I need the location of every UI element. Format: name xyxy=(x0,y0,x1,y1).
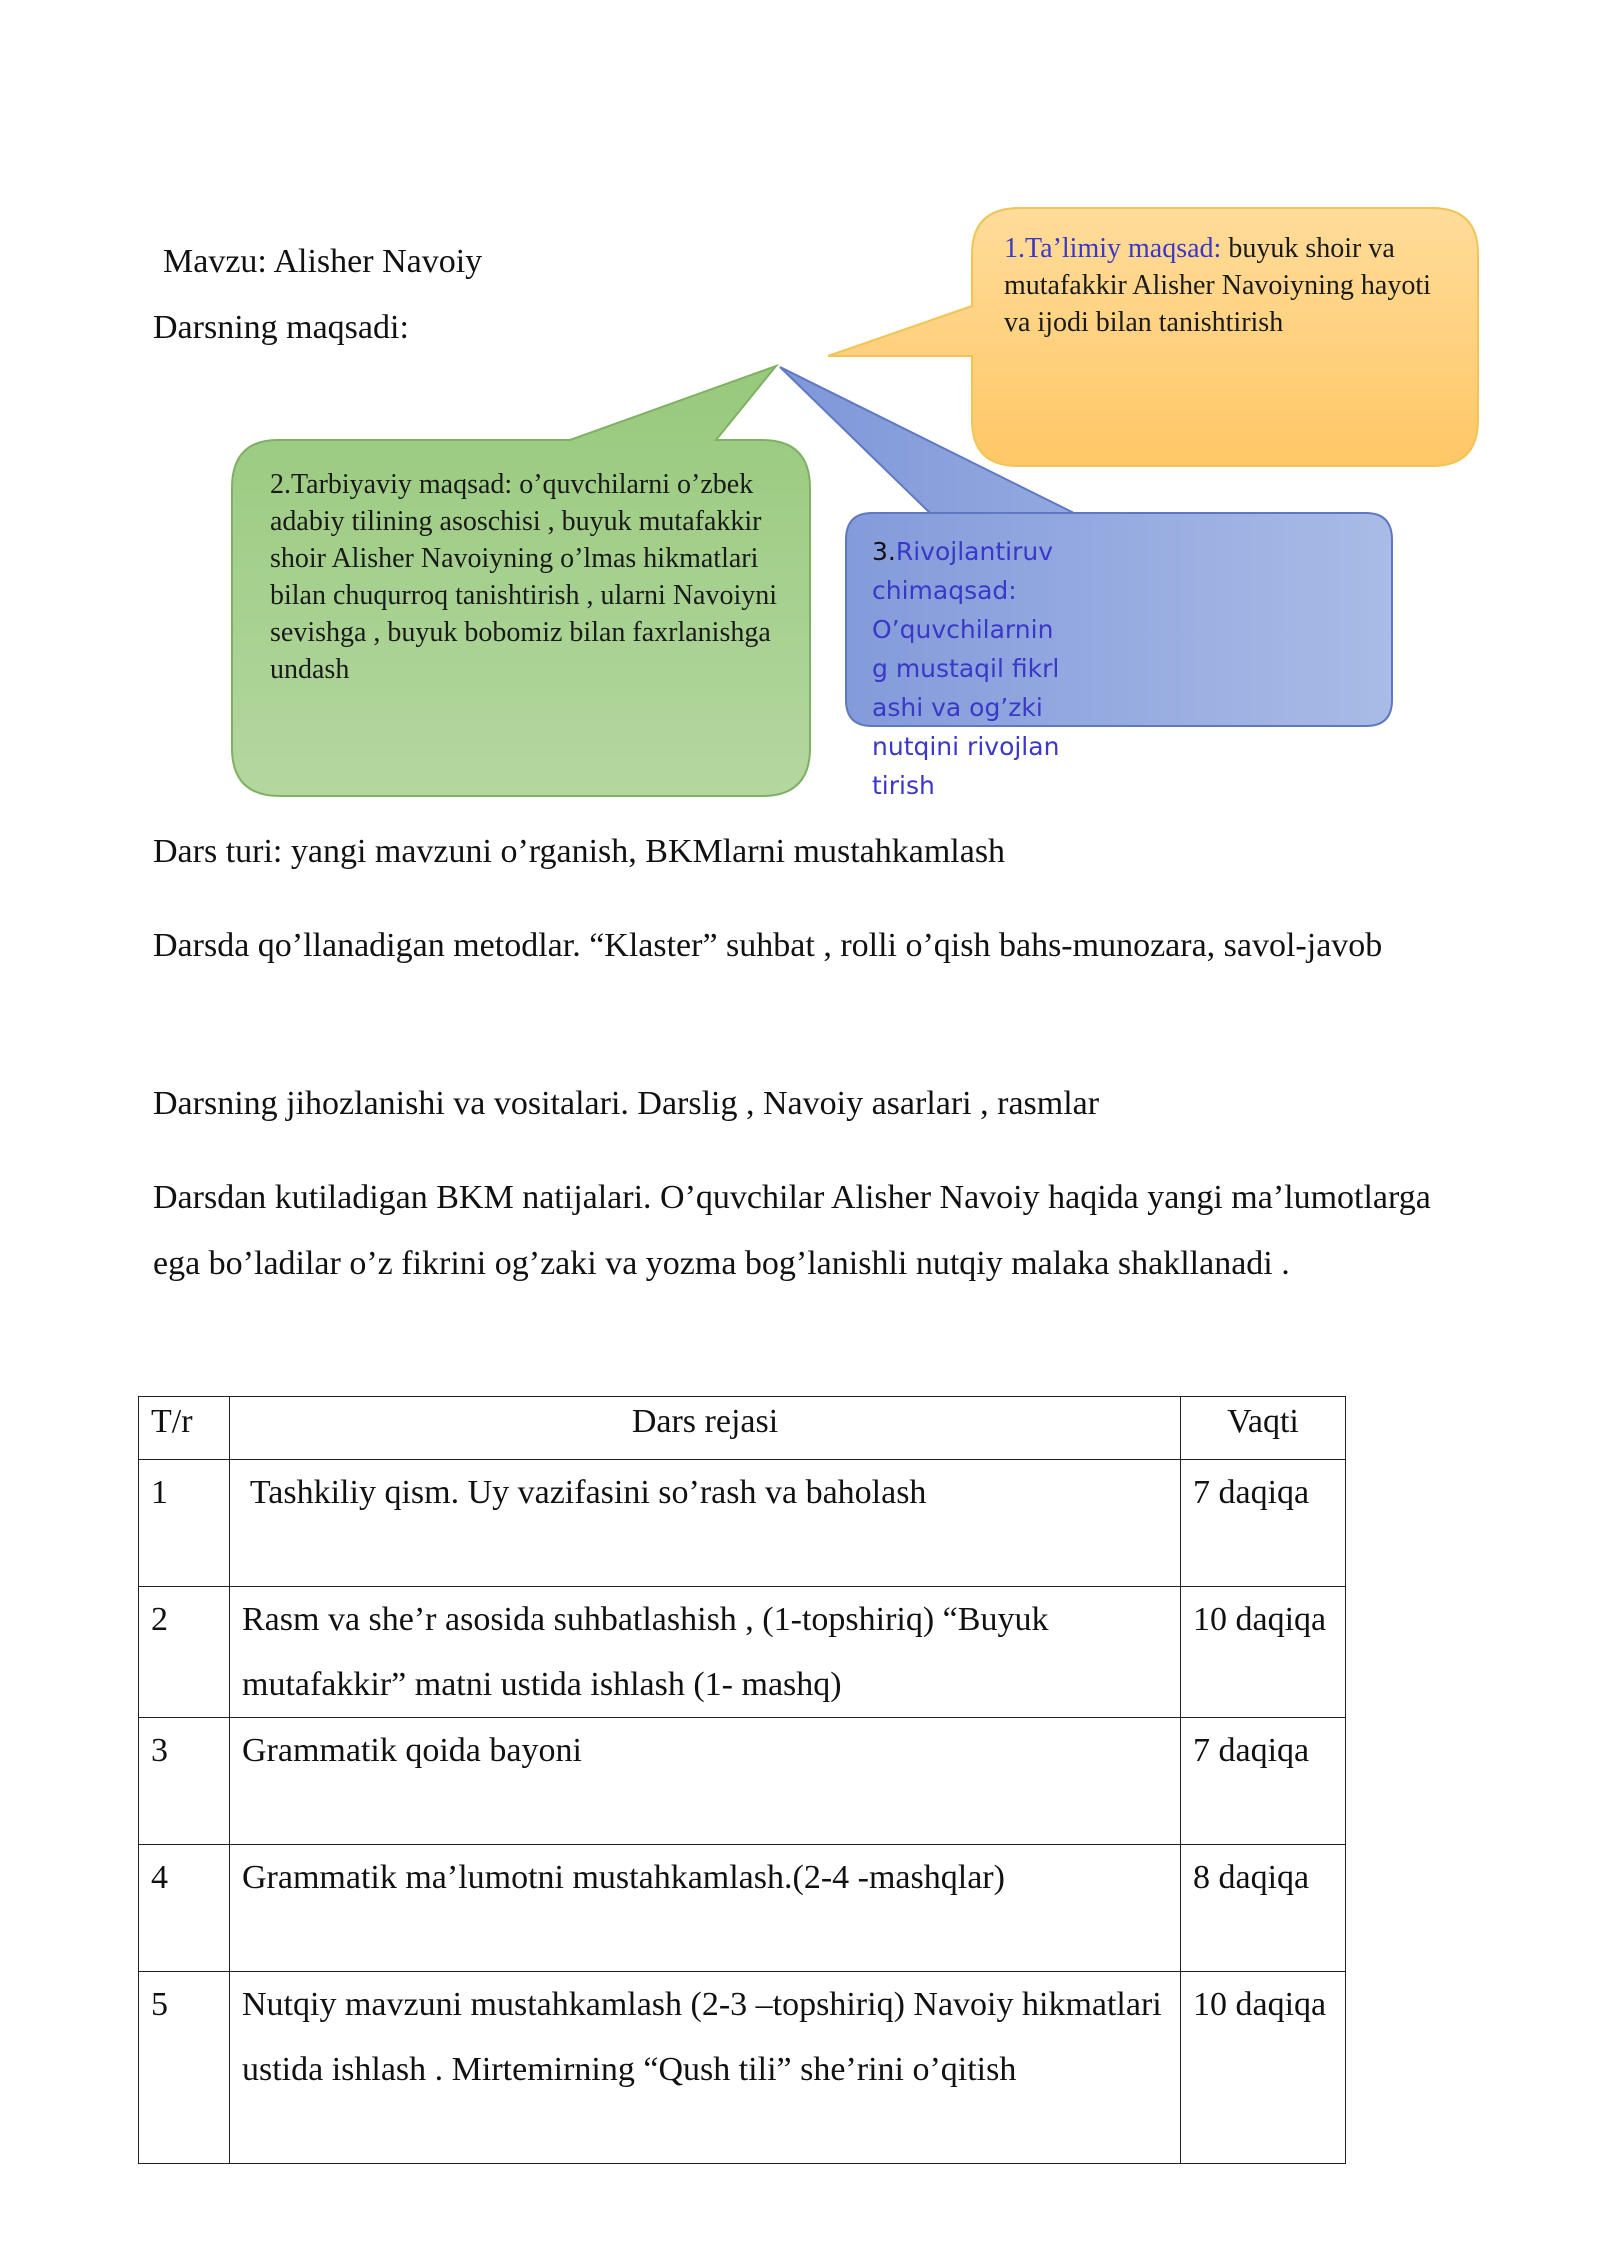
educational-goal-label: 1.Ta’limiy maqsad: xyxy=(1004,233,1222,264)
header-plan: Dars rejasi xyxy=(230,1397,1181,1460)
table-row xyxy=(139,1460,1346,1587)
header-number: T/r xyxy=(139,1397,230,1460)
header-time: Vaqti xyxy=(1181,1397,1346,1460)
row-time: 10 daqiqa xyxy=(1181,1972,1346,2164)
table-header-row xyxy=(139,1397,1346,1460)
row-plan: Grammatik ma’lumotni mustahkamlash.(2-4 -mashqlar) xyxy=(230,1845,1181,1972)
row-number: 4 xyxy=(139,1845,230,1972)
table-row xyxy=(139,1587,1346,1718)
lesson-equipment: Darsning jihozlanishi va vositalari. Darslig , Navoiy asarlari , rasmlar xyxy=(153,1085,1100,1122)
table-row xyxy=(139,1972,1346,2164)
row-time: 7 daqiqa xyxy=(1181,1718,1346,1845)
row-time: 7 daqiqa xyxy=(1181,1460,1346,1587)
lesson-plan-table xyxy=(138,1396,1346,2164)
table-row xyxy=(139,1718,1346,1845)
educational-goal-text xyxy=(1004,230,1452,341)
developmental-goal-number: 3. xyxy=(872,537,896,566)
row-number: 3 xyxy=(139,1718,230,1845)
developmental-goal-body: Rivojlantiruvchimaqsad: O’quvchilarning mustaqil fikrlashi va og’zki nutqini rivojlantirish xyxy=(872,537,1060,800)
row-plan: Nutqiy mavzuni mustahkamlash (2-3 –topshiriq) Navoiy hikmatlari ustida ishlash . Mirtemirning “Qush tili” she’rini o’qitish xyxy=(230,1972,1181,2164)
goals-heading: Darsning maqsadi: xyxy=(153,309,409,346)
row-time: 8 daqiqa xyxy=(1181,1845,1346,1972)
developmental-goal-text xyxy=(872,532,1062,805)
upbringing-goal-text: 2.Tarbiyaviy maqsad: o’quvchilarni o’zbek adabiy tilining asoschisi , buyuk mutafakkir shoir Alisher Navoiyning o’lmas hikmatlari bilan chuqurroq tanishtirish , ularni Navoiyni sevishga , buyuk bobomiz bilan faxrlanishga undash xyxy=(270,469,778,685)
row-number: 2 xyxy=(139,1587,230,1718)
row-number: 1 xyxy=(139,1460,230,1587)
row-number: 5 xyxy=(139,1972,230,2164)
lesson-methods: Darsda qo’llanadigan metodlar. “Klaster” suhbat , rolli o’qish bahs-munozara, savol-javob xyxy=(153,927,1383,964)
row-time: 10 daqiqa xyxy=(1181,1587,1346,1718)
lesson-type: Dars turi: yangi mavzuni o’rganish, BKMlarni mustahkamlash xyxy=(153,833,1006,870)
row-plan: Grammatik qoida bayoni xyxy=(230,1718,1181,1845)
table-row xyxy=(139,1845,1346,1972)
lesson-outcomes: Darsdan kutiladigan BKM natijalari. O’quvchilar Alisher Navoiy haqida yangi ma’lumotlarga ega bo’ladilar o’z fikrini og’zaki va yozma bog’lanishli nutqiy malaka shakllanadi . xyxy=(153,1179,1431,1282)
row-plan: Rasm va she’r asosida suhbatlashish , (1-topshiriq) “Buyuk mutafakkir” matni ustida ishlash (1- mashq) xyxy=(230,1587,1181,1718)
row-plan: Tashkiliy qism. Uy vazifasini so’rash va baholash xyxy=(230,1460,1181,1587)
educational-goal-body: buyuk shoir va mutafakkir Alisher Navoiyning hayoti va ijodi bilan tanishtirish xyxy=(1004,233,1431,338)
lesson-topic: Mavzu: Alisher Navoiy xyxy=(163,243,483,280)
